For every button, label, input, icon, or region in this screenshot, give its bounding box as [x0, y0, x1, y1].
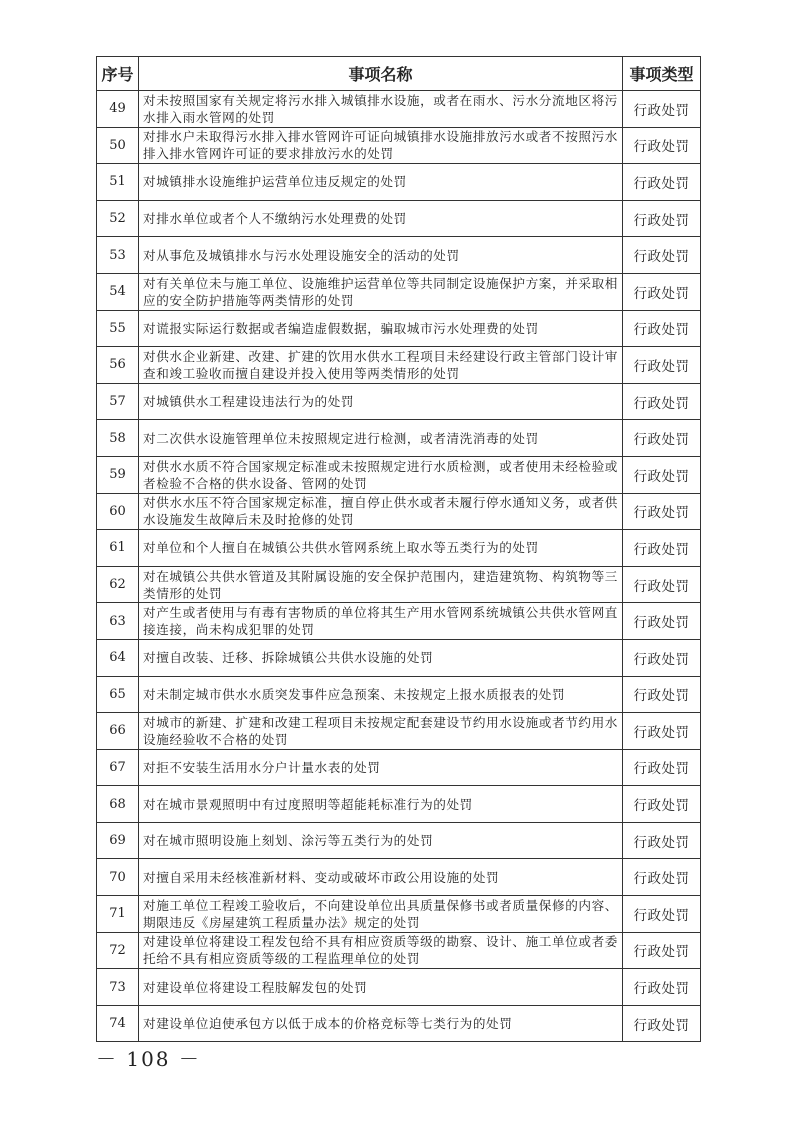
row-number: 58 [97, 420, 139, 457]
row-number: 51 [97, 164, 139, 201]
row-item-name: 对未制定城市供水水质突发事件应急预案、未按规定上报水质报表的处罚 [139, 676, 623, 713]
table-header-row [97, 57, 701, 91]
row-number: 72 [97, 932, 139, 969]
header-seq: 序号 [97, 57, 139, 91]
row-number: 49 [97, 91, 139, 128]
row-number: 53 [97, 237, 139, 274]
table-row [97, 383, 701, 420]
table-row [97, 932, 701, 969]
row-item-name: 对城镇排水设施维护运营单位违反规定的处罚 [139, 164, 623, 201]
row-item-name: 对产生或者使用与有毒有害物质的单位将其生产用水管网系统城镇公共供水管网直接连接，尚未构成犯罪的处罚 [139, 603, 623, 640]
row-item-type: 行政处罚 [623, 566, 701, 603]
row-item-name: 对拒不安装生活用水分户计量水表的处罚 [139, 749, 623, 786]
items-table [96, 56, 701, 1042]
row-item-name: 对供水企业新建、改建、扩建的饮用水供水工程项目未经建设行政主管部门设计审查和竣工验收而擅自建设并投入使用等两类情形的处罚 [139, 347, 623, 384]
row-item-name: 对排水户未取得污水排入排水管网许可证向城镇排水设施排放污水或者不按照污水排入排水管网许可证的要求排放污水的处罚 [139, 127, 623, 164]
row-item-name: 对建设单位将建设工程发包给不具有相应资质等级的勘察、设计、施工单位或者委托给不具有相应资质等级的工程监理单位的处罚 [139, 932, 623, 969]
row-item-type: 行政处罚 [623, 127, 701, 164]
table-row [97, 310, 701, 347]
header-type: 事项类型 [623, 57, 701, 91]
row-number: 60 [97, 493, 139, 530]
row-item-type: 行政处罚 [623, 713, 701, 750]
row-number: 50 [97, 127, 139, 164]
row-item-name: 对在城市照明设施上刻划、涂污等五类行为的处罚 [139, 822, 623, 859]
row-item-name: 对城市的新建、扩建和改建工程项目未按规定配套建设节约用水设施或者节约用水设施经验收不合格的处罚 [139, 713, 623, 750]
header-name: 事项名称 [139, 57, 623, 91]
row-item-name: 对建设单位迫使承包方以低于成本的价格竞标等七类行为的处罚 [139, 1005, 623, 1042]
row-item-type: 行政处罚 [623, 786, 701, 823]
row-number: 73 [97, 969, 139, 1006]
row-item-type: 行政处罚 [623, 347, 701, 384]
row-number: 71 [97, 896, 139, 933]
row-item-type: 行政处罚 [623, 639, 701, 676]
row-number: 62 [97, 566, 139, 603]
row-number: 68 [97, 786, 139, 823]
row-item-name: 对擅自采用未经核准新材料、变动或破坏市政公用设施的处罚 [139, 859, 623, 896]
table-row [97, 896, 701, 933]
table-row [97, 530, 701, 567]
row-item-type: 行政处罚 [623, 310, 701, 347]
table-row [97, 713, 701, 750]
table-row [97, 420, 701, 457]
table-row [97, 822, 701, 859]
row-item-name: 对在城市景观照明中有过度照明等超能耗标准行为的处罚 [139, 786, 623, 823]
row-item-name: 对未按照国家有关规定将污水排入城镇排水设施，或者在雨水、污水分流地区将污水排入雨水管网的处罚 [139, 91, 623, 128]
table-row [97, 237, 701, 274]
row-number: 67 [97, 749, 139, 786]
table-row [97, 200, 701, 237]
row-item-name: 对排水单位或者个人不缴纳污水处理费的处罚 [139, 200, 623, 237]
row-item-name: 对擅自改装、迁移、拆除城镇公共供水设施的处罚 [139, 639, 623, 676]
row-number: 54 [97, 273, 139, 310]
row-number: 64 [97, 639, 139, 676]
table-row [97, 91, 701, 128]
row-number: 63 [97, 603, 139, 640]
row-item-type: 行政处罚 [623, 237, 701, 274]
table-row [97, 164, 701, 201]
row-item-type: 行政处罚 [623, 859, 701, 896]
row-item-type: 行政处罚 [623, 456, 701, 493]
row-item-type: 行政处罚 [623, 164, 701, 201]
table-row [97, 676, 701, 713]
row-item-type: 行政处罚 [623, 969, 701, 1006]
table-row [97, 456, 701, 493]
table-row [97, 1005, 701, 1042]
row-item-type: 行政处罚 [623, 1005, 701, 1042]
row-number: 59 [97, 456, 139, 493]
row-item-type: 行政处罚 [623, 383, 701, 420]
row-number: 66 [97, 713, 139, 750]
row-item-type: 行政处罚 [623, 200, 701, 237]
table-row [97, 127, 701, 164]
row-number: 65 [97, 676, 139, 713]
row-item-type: 行政处罚 [623, 420, 701, 457]
row-number: 70 [97, 859, 139, 896]
table-row [97, 749, 701, 786]
row-item-type: 行政处罚 [623, 932, 701, 969]
page-number: － 108 － [96, 1047, 201, 1071]
table-row [97, 859, 701, 896]
row-item-name: 对供水水压不符合国家规定标准，擅自停止供水或者未履行停水通知义务，或者供水设施发生故障后未及时抢修的处罚 [139, 493, 623, 530]
table-row [97, 969, 701, 1006]
row-item-name: 对供水水质不符合国家规定标准或未按照规定进行水质检测，或者使用未经检验或者检验不合格的供水设备、管网的处罚 [139, 456, 623, 493]
row-item-type: 行政处罚 [623, 749, 701, 786]
table-row [97, 493, 701, 530]
row-number: 74 [97, 1005, 139, 1042]
row-item-type: 行政处罚 [623, 676, 701, 713]
row-item-name: 对建设单位将建设工程肢解发包的处罚 [139, 969, 623, 1006]
row-item-type: 行政处罚 [623, 530, 701, 567]
row-item-type: 行政处罚 [623, 896, 701, 933]
table-row [97, 273, 701, 310]
row-item-name: 对有关单位未与施工单位、设施维护运营单位等共同制定设施保护方案，并采取相应的安全防护措施等两类情形的处罚 [139, 273, 623, 310]
row-item-name: 对从事危及城镇排水与污水处理设施安全的活动的处罚 [139, 237, 623, 274]
row-item-type: 行政处罚 [623, 603, 701, 640]
row-item-name: 对在城镇公共供水管道及其附属设施的安全保护范围内，建造建筑物、构筑物等三类情形的处罚 [139, 566, 623, 603]
table-row [97, 603, 701, 640]
row-item-name: 对二次供水设施管理单位未按照规定进行检测，或者清洗消毒的处罚 [139, 420, 623, 457]
row-number: 55 [97, 310, 139, 347]
table-row [97, 347, 701, 384]
row-item-name: 对单位和个人擅自在城镇公共供水管网系统上取水等五类行为的处罚 [139, 530, 623, 567]
row-number: 52 [97, 200, 139, 237]
table-row [97, 639, 701, 676]
row-item-type: 行政处罚 [623, 493, 701, 530]
row-number: 57 [97, 383, 139, 420]
row-number: 69 [97, 822, 139, 859]
row-item-type: 行政处罚 [623, 822, 701, 859]
row-item-type: 行政处罚 [623, 91, 701, 128]
row-item-name: 对城镇供水工程建设违法行为的处罚 [139, 383, 623, 420]
row-number: 61 [97, 530, 139, 567]
table-row [97, 786, 701, 823]
table-row [97, 566, 701, 603]
row-number: 56 [97, 347, 139, 384]
row-item-name: 对谎报实际运行数据或者编造虚假数据，骗取城市污水处理费的处罚 [139, 310, 623, 347]
row-item-name: 对施工单位工程竣工验收后，不向建设单位出具质量保修书或者质量保修的内容、期限违反《房屋建筑工程质量办法》规定的处罚 [139, 896, 623, 933]
row-item-type: 行政处罚 [623, 273, 701, 310]
